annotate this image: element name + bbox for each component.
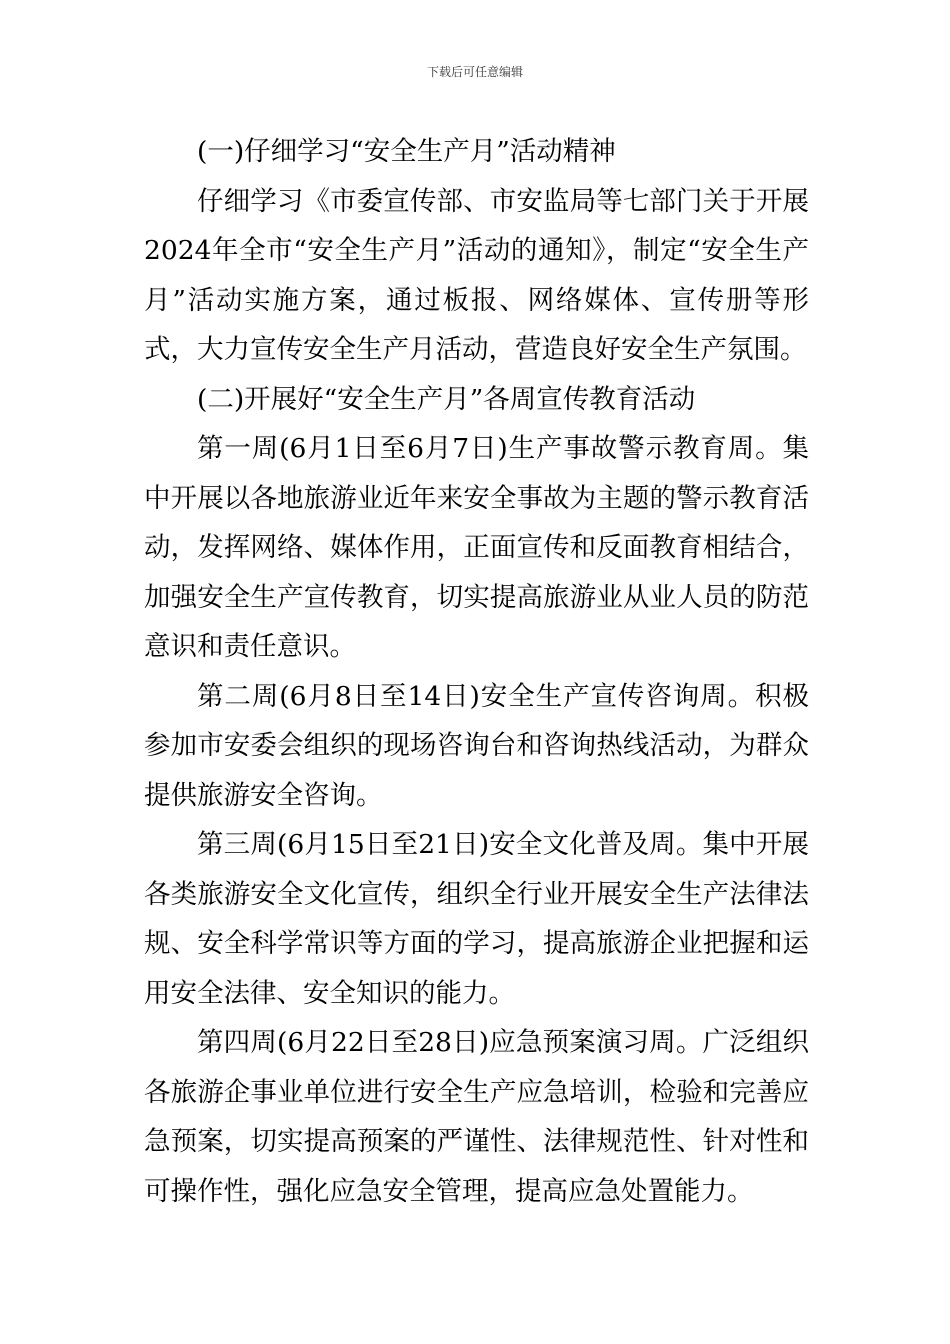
paragraph-week-3: 第三周(6月15日至21日)安全文化普及周。集中开展各类旅游安全文化宣传，组织全行业开展安全生产法律法规、安全科学常识等方面的学习，提高旅游企业把握和运用安全法律、安全知识的能力。 bbox=[144, 829, 809, 1009]
section-heading-1: (一)仔细学习“安全生产月”活动精神 bbox=[197, 136, 616, 167]
paragraph-week-4: 第四周(6月22日至28日)应急预案演习周。广泛组织各旅游企事业单位进行安全生产应急培训，检验和完善应急预案，切实提高预案的严谨性、法律规范性、针对性和可操作性，强化应急安全管理，提高应急处置能力。 bbox=[144, 1027, 809, 1207]
paragraph-week-1: 第一周(6月1日至6月7日)生产事故警示教育周。集中开展以各地旅游业近年来安全事故为主题的警示教育活动，发挥网络、媒体作用，正面宣传和反面教育相结合，加强安全生产宣传教育，切实提高旅游业从业人员的防范意识和责任意识。 bbox=[144, 433, 809, 662]
paragraph-study-notice: 仔细学习《市委宣传部、市安监局等七部门关于开展2024年全市“安全生产月”活动的通知》，制定“安全生产月”活动实施方案，通过板报、网络媒体、宣传册等形式，大力宣传安全生产月活动，营造良好安全生产氛围。 bbox=[144, 185, 809, 365]
section-heading-2: (二)开展好“安全生产月”各周宣传教育活动 bbox=[197, 383, 696, 415]
document-body bbox=[144, 127, 809, 1216]
header-note: 下载后可任意编辑 bbox=[426, 65, 523, 79]
paragraph-week-2: 第二周(6月8日至14日)安全生产宣传咨询周。积极参加市安委会组织的现场咨询台和咨询热线活动，为群众提供旅游安全咨询。 bbox=[144, 680, 809, 811]
